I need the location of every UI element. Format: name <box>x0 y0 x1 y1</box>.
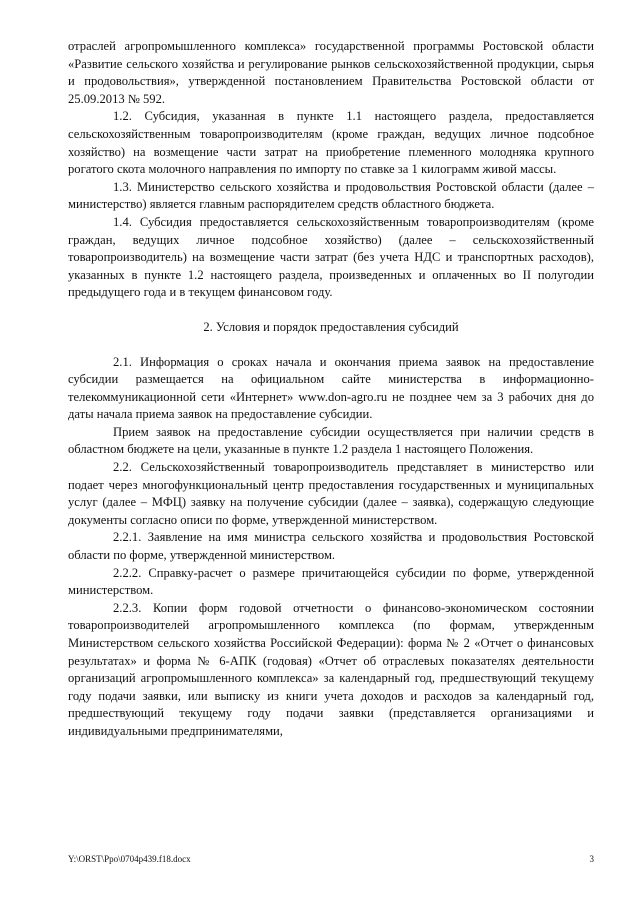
paragraph-2-2: 2.2. Сельскохозяйственный товаропроизводитель представляет в министерство или подает через многофункциональный центр предоставления государственных и муниципальных услуг (далее – МФЦ) заявку на получение субсидии (далее – заявка), содержащую следующие документы согласно описи по форме, утвержденной министерством. <box>68 460 594 527</box>
paragraph-2-2-3: 2.2.3. Копии форм годовой отчетности о финансово-экономическом состоянии товаропроизводителей агропромышленного комплекса (по формам, утвержденным Министерством сельского хозяйства Российской Федерации): форма № 2 «Отчет о финансовых результатах» и форма № 6-АПК (годовая) «Отчет об отраслевых показателях деятельности организаций агропромышленного комплекса» за календарный год, предшествующий текущему году подачи заявки, или выписку из книги учета доходов и расходов за календарный год, предшествующий текущему году подачи заявки (представляется организациями и индивидуальными предпринимателями, <box>68 600 594 738</box>
paragraph-1-3: 1.3. Министерство сельского хозяйства и продовольствия Ростовской области (далее – министерство) является главным распорядителем средств областного бюджета. <box>68 179 594 212</box>
paragraph-1-4: 1.4. Субсидия предоставляется сельскохозяйственным товаропроизводителям (кроме граждан, ведущих личное подсобное хозяйство) (далее – сельскохозяйственный товаропроизводитель) на возмещение части затрат (без учета НДС и транспортных расходов), указанных в пункте 1.2 настоящего раздела, произведенных и оплаченных во II полугодии предыдущего года и в текущем финансовом году. <box>68 214 594 300</box>
page-number: 3 <box>589 854 594 864</box>
paragraph-2-2-1: 2.2.1. Заявление на имя министра сельского хозяйства и продовольствия Ростовской области по форме, утвержденной министерством. <box>68 530 594 563</box>
document-body <box>68 38 594 741</box>
paragraph-1-2: 1.2. Субсидия, указанная в пункте 1.1 настоящего раздела, предоставляется сельскохозяйственным товаропроизводителям (кроме граждан, ведущих личное подсобное хозяйство) на возмещение части затрат на приобретение племенного молодняка крупного рогатого скота молочного направления по импорту по ставке за 1 килограмм живой массы. <box>68 109 594 177</box>
section-heading: 2. Условия и порядок предоставления субсидий <box>203 319 459 334</box>
paragraph-2-1-cont: Прием заявок на предоставление субсидии осуществляется при наличии средств в областном бюджете на цели, указанные в пункте 1.2 раздела 1 настоящего Положения. <box>68 424 594 457</box>
paragraph-continuation: отраслей агропромышленного комплекса» государственной программы Ростовской области «Развитие сельского хозяйства и регулирование рынков сельскохозяйственной продукции, сырья и продовольствия», утвержденной постановлением Правительства Ростовской области от 25.09.2013 № 592. <box>68 39 594 106</box>
page-footer <box>68 854 594 864</box>
paragraph-2-1: 2.1. Информация о сроках начала и окончания приема заявок на предоставление субсидии размещается на официальном сайте министерства в информационно-телекоммуникационной сети «Интернет» www.don-agro.ru не позднее чем за 3 рабочих дня до даты начала приема заявок на предоставление субсидии. <box>68 354 594 422</box>
paragraph-2-2-2: 2.2.2. Справку-расчет о размере причитающейся субсидии по форме, утвержденной министерством. <box>68 565 594 598</box>
file-path: Y:\ORST\Ppo\0704p439.f18.docx <box>68 854 191 864</box>
